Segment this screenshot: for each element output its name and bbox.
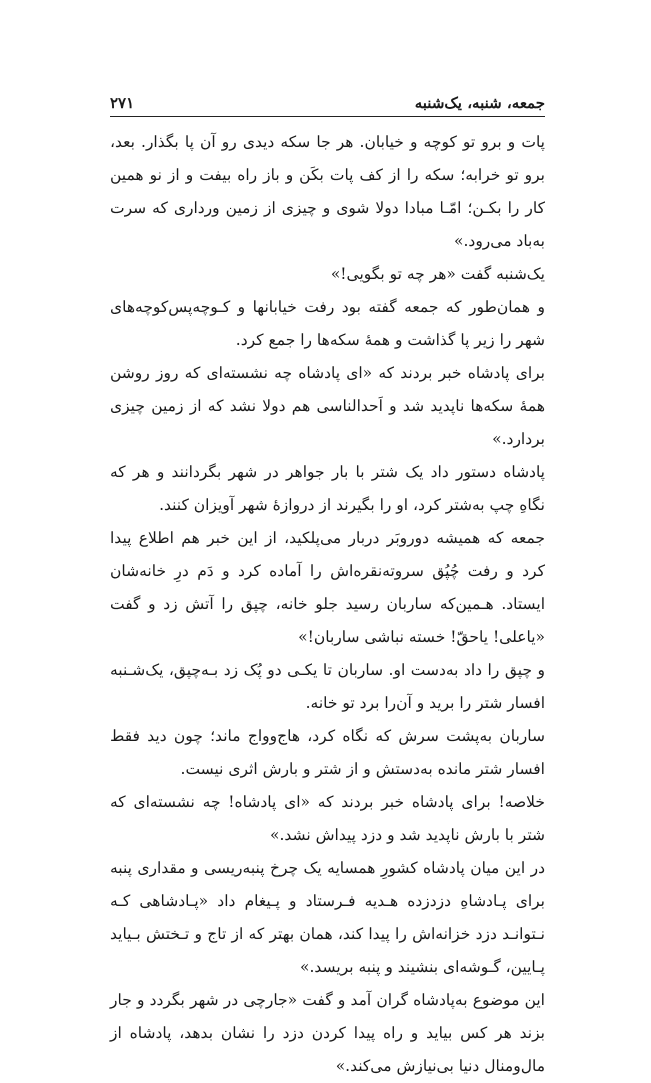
paragraph: و همان‌طور که جمعه گفته بود رفت خیابانها و کـوچه‌پس‌کوچه‌های شهر را زیر پا گذاشت و همهٔ سکه‌ها را جمع کرد. xyxy=(110,298,545,349)
body-text xyxy=(110,126,545,1083)
paragraph: پادشاه دستور داد یک شتر با بار جواهر در شهر بگردانند و هر که نگاهِ چپ به‌شتر کرد، او را بگیرند از دروازهٔ شهر آویزان کنند. xyxy=(110,463,545,514)
page-number: ۲۷۱ xyxy=(110,94,135,112)
paragraph: و چپق را داد به‌دست او. ساربان تا یکـی دو پُک زد بـه‌چپق، یک‌شـنبه افسار شتر را برید و آن‌را برد تو خانه. xyxy=(110,661,545,712)
paragraph: جمعه که همیشه دوروبَر دربار می‌پلکید، از این خبر هم اطلاع پیدا کرد و رفت چُپُق سروته‌نقره‌اش را آماده کرد و دَم درِ خانه‌شان ایستاد. هـمین‌که ساربان رسید جلو خانه، چپق را آتش زد و گفت «یاعلی! یاحقّ! خسته نباشی ساربان!» xyxy=(110,529,545,646)
running-title: جمعه، شنبه، یک‌شنبه xyxy=(414,94,545,112)
paragraph: در این میان پادشاه کشورِ همسایه یک چرخ پنبه‌ریسی و مقداری پنبه برای پـادشاهِ دزدزده هـدیه فـرستاد و پـیغام داد «پـادشاهی کـه نـتوانـد دزد خزانه‌اش را پیدا کند، همان بهتر که از تاج و تـختش بـیاید پـایین، گـوشه‌ای بنشیند و پنبه بریسد.» xyxy=(110,859,545,976)
header-rule xyxy=(110,116,545,117)
paragraph: ساربان به‌پشت سرش که نگاه کرد، هاج‌وواج ماند؛ چون دید فقط افسار شتر مانده به‌دستش و از شتر و بارش اثری نیست. xyxy=(110,727,545,778)
paragraph: برای پادشاه خبر بردند که «ای پادشاه چه نشسته‌ای که روز روشن همهٔ سکه‌ها ناپدید شد و اَحدالناسی هم دولا نشد که از زمین چیزی بردارد.» xyxy=(110,364,545,448)
paragraph: این موضوع به‌پادشاه گران آمد و گفت «جارچی در شهر بگردد و جار بزند هر کس بیاید و راه پیدا کردن دزد را نشان بدهد، پادشاه از مال‌ومنال دنیا بی‌نیازش می‌کند.» xyxy=(110,991,545,1075)
paragraph: پات و برو تو کوچه و خیابان. هر جا سکه دیدی رو آن پا بگذار. بعد، برو تو خرابه؛ سکه را از کف پات بکَن و باز راه بیفت و از نو همین کار را بکـن؛ امّـا مبادا دولا شوی و چیزی از زمین ورداری که سرت به‌باد می‌رود.» xyxy=(110,133,545,250)
paragraph: خلاصه! برای پادشاه خبر بردند که «ای پادشاه! چه نشسته‌ای که شتر با بارش ناپدید شد و دزد پیداش نشد.» xyxy=(110,793,545,844)
paragraph: یک‌شنبه گفت «هر چه تو بگویی!» xyxy=(330,265,545,283)
running-header xyxy=(110,86,545,112)
